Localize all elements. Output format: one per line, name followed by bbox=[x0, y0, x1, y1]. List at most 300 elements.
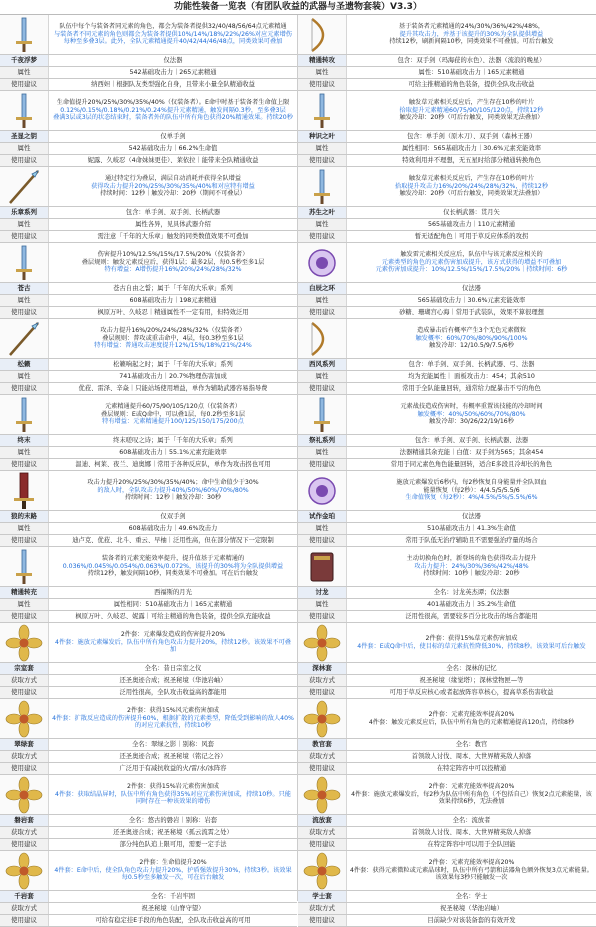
info-label: 使用建议 bbox=[0, 839, 49, 850]
description-line: 持续时间：10秒｜触发冷却：20秒 bbox=[423, 570, 520, 578]
description-line: 2件套：元素充能效率提高20% bbox=[428, 859, 515, 867]
info-label: 使用建议 bbox=[0, 155, 49, 166]
equipment-name-row bbox=[0, 207, 297, 219]
info-value: 首领敌人讨伐、周本、大世界精英敌人掉落 bbox=[411, 828, 532, 836]
equipment-description bbox=[0, 471, 297, 511]
equipment-name: 祭礼系列 bbox=[298, 435, 347, 446]
description-text bbox=[49, 91, 297, 130]
equipment-name: 流放套 bbox=[298, 815, 347, 826]
info-value: 部分纯色队追上限可用，需要一定手法 bbox=[119, 840, 227, 848]
equipment-name-row bbox=[298, 891, 596, 903]
description-text bbox=[49, 851, 297, 890]
equipment-name-row bbox=[298, 435, 596, 447]
info-value: 还圣奥迹合成；祝圣秘境（铭记之谷） bbox=[119, 752, 227, 760]
info-value: 在特定阵容中可以投精通 bbox=[436, 764, 507, 772]
equipment-category: 包含：单手剑（原木刀）、双手剑（森林王器） bbox=[406, 132, 537, 140]
sword-icon bbox=[0, 243, 49, 282]
flower-icon bbox=[298, 699, 347, 738]
info-value: 暂无适配角色｜可用于草反应体系的攻拐 bbox=[414, 232, 529, 240]
equipment-description bbox=[298, 167, 596, 207]
equipment-name-row bbox=[0, 511, 297, 523]
info-label: 获取方式 bbox=[0, 751, 49, 762]
sword-icon bbox=[298, 167, 347, 206]
equipment-description bbox=[298, 395, 596, 435]
description-line: 4件套：获取结晶屏时，队伍中所有角色获得35%对应元素伤害加成，持续10秒。只能同时存在一种该效果的增伤 bbox=[55, 790, 291, 806]
equipment-description bbox=[298, 319, 596, 359]
info-label: 使用建议 bbox=[298, 459, 347, 470]
info-label: 使用建议 bbox=[0, 611, 49, 622]
info-value: 枫原万叶、久岐忍｜精通属性不一定有用，但特效泛用 bbox=[97, 308, 249, 316]
bow-icon bbox=[298, 15, 347, 54]
equipment-name: 种识之叶 bbox=[298, 131, 347, 142]
polearm-icon bbox=[0, 167, 49, 206]
description-line: 拾取提升元素精通60/75/90/105/120点，持续12秒 bbox=[399, 106, 544, 114]
description-line: 通过特定行为叠层，满层自动消耗并获得全队增益 bbox=[104, 175, 242, 183]
equipment-name: 深林套 bbox=[298, 663, 347, 674]
info-value: 属性各异，见具体武器介绍 bbox=[135, 220, 211, 228]
equipment-description bbox=[0, 775, 297, 815]
info-value: 565基础攻击力｜110元素精通 bbox=[427, 220, 515, 228]
info-value: 608基础攻击力｜49.6%攻击力 bbox=[128, 524, 218, 532]
info-label: 属性 bbox=[298, 447, 347, 458]
description-line: 装备者的元素充能效率提升，提升值基于元素精通的 bbox=[101, 555, 245, 563]
equipment-info-row bbox=[298, 459, 596, 471]
info-value: 608基础攻击力｜198元素精通 bbox=[129, 296, 217, 304]
equipment-category: 全名：深林的记忆 bbox=[446, 664, 497, 672]
info-value: 属性相同：565基础攻击力｜30.6%元素充能效率 bbox=[401, 144, 542, 152]
description-line: 触发冷却：30/26/22/19/16秒 bbox=[429, 418, 514, 426]
description-line: 2件套：生命值提升20% bbox=[139, 859, 207, 867]
equipment-description bbox=[298, 851, 596, 891]
description-line: 2件套：获得15%岩元素伤害加成 bbox=[127, 783, 219, 791]
info-value: 在特定阵容中可以用于全队回能 bbox=[427, 840, 516, 848]
equipment-category: 仅法器 bbox=[462, 512, 481, 520]
description-line: 能量恢复（每2秒）：4/4.5/5/5.5/6 bbox=[423, 486, 520, 494]
info-label: 使用建议 bbox=[298, 611, 347, 622]
equipment-description bbox=[0, 623, 297, 663]
equipment-category: 全名：千岩牢固 bbox=[150, 892, 196, 900]
description-text bbox=[49, 623, 297, 662]
equipment-info-row bbox=[0, 827, 297, 839]
info-label: 属性 bbox=[0, 447, 49, 458]
equipment-description bbox=[0, 243, 297, 283]
equipment-description bbox=[298, 243, 596, 283]
description-line: 触发草元素相关反应后，产生存在10秒的叶片 bbox=[408, 99, 535, 107]
equipment-info-row bbox=[0, 371, 297, 383]
info-value: 还圣奥迹合成；祝圣秘境（孤云流霄之处） bbox=[113, 828, 233, 836]
description-line: 攻击力提升16%/20%/24%/28%/32%（仅装备者） bbox=[100, 327, 246, 335]
description-line: 元素伤害加成提升：10%/12.5%/15%/17.5%/20%｜持续时间：6秒 bbox=[375, 266, 568, 274]
equipment-name: 磐岩套 bbox=[0, 815, 49, 826]
equipment-info-row bbox=[0, 763, 297, 775]
info-value: 砂糖、珊瑚宫心海｜常用于武装队，效果不算很理想 bbox=[399, 308, 544, 316]
equipment-info-row bbox=[0, 447, 297, 459]
equipment-info-row bbox=[0, 383, 297, 395]
info-value: 目前缺少对该装备套的有效开发 bbox=[427, 916, 516, 924]
info-value: 祝圣秘境（缘觉塔）；深林堂物匣—等 bbox=[419, 676, 524, 684]
description-text bbox=[347, 623, 596, 662]
equipment-name: 教官套 bbox=[298, 739, 347, 750]
description-line: 2件套：获得15%风元素伤害加成 bbox=[127, 707, 219, 715]
description-text bbox=[49, 15, 297, 54]
equipment-category: 终末嗟叹之诗；属于「千年的大乐章」系列 bbox=[113, 436, 233, 444]
info-value: 祝圣秘境（山脊守望） bbox=[141, 904, 205, 912]
catalyst-icon bbox=[298, 243, 347, 282]
equipment-category: 全名：学士 bbox=[455, 892, 488, 900]
sword-icon bbox=[298, 91, 347, 130]
equipment-name: 苍古 bbox=[0, 283, 49, 294]
equipment-info-row bbox=[298, 687, 596, 699]
description-text bbox=[347, 243, 596, 282]
equipment-info-row bbox=[0, 231, 297, 243]
description-text bbox=[347, 775, 596, 814]
info-value: 542基础攻击力｜66.2%生命值 bbox=[128, 144, 218, 152]
book-icon bbox=[298, 547, 347, 586]
equipment-info-row bbox=[298, 79, 596, 91]
sword-icon bbox=[0, 91, 49, 130]
equipment-description bbox=[298, 547, 596, 587]
equipment-name-row bbox=[298, 663, 596, 675]
info-value: 首领敌人讨伐、周本、大世界精英敌人掉落 bbox=[411, 752, 532, 760]
equipment-info-row bbox=[298, 611, 596, 623]
equipment-info-row bbox=[0, 219, 297, 231]
equipment-info-row bbox=[0, 295, 297, 307]
equipment-description bbox=[298, 471, 596, 511]
equipment-info-row bbox=[0, 675, 297, 687]
info-value: 741基础攻击力｜20.7%物理伤害加成 bbox=[119, 372, 227, 380]
description-line: 提升其攻击力，并基于该提升的30%为全队提供增益 bbox=[399, 30, 544, 38]
equipment-category: 仅长柄武器：贯月矢 bbox=[443, 208, 500, 216]
info-value: 优菈、雷泽、辛焱｜只能站场使用增益，单作为辅助武器容易指导费 bbox=[78, 384, 268, 392]
equipment-info-row bbox=[298, 295, 596, 307]
equipment-info-row bbox=[0, 751, 297, 763]
equipment-category: 全名：讨龙英杰谭；仅法器 bbox=[433, 588, 510, 596]
equipment-info-row bbox=[298, 903, 596, 915]
equipment-info-row bbox=[0, 459, 297, 471]
info-label: 使用建议 bbox=[298, 79, 347, 90]
description-line: 触发雷元素相关反应后，队伍中与该元素反应相关的 bbox=[400, 251, 543, 259]
info-label: 属性 bbox=[0, 523, 49, 534]
equipment-info-row bbox=[298, 307, 596, 319]
equipment-category: 全名：昔日宗室之仪 bbox=[144, 664, 202, 672]
flower-icon bbox=[298, 775, 347, 814]
page-title: 功能性装备一览表（有团队收益的武器与圣遗物套装）V3.3） bbox=[0, 0, 596, 15]
description-line: 与装备者不同元素的角色则都会为装备者提供10%/14%/18%/22%/26%对应元素增伤 bbox=[54, 30, 292, 38]
info-label: 使用建议 bbox=[0, 535, 49, 546]
info-label: 使用建议 bbox=[0, 231, 49, 242]
equipment-info-row bbox=[298, 383, 596, 395]
info-value: 均为充能属性｜ 面板攻击力：454；其余510 bbox=[408, 372, 535, 380]
description-line: 0.036%/0.045%/0.054%/0.063%/0.072%，该提升的30%将为全队提供增益 bbox=[62, 562, 284, 570]
equipment-category: 包含：单手剑、双手剑、长柄武器、法器 bbox=[414, 436, 529, 444]
bow-icon bbox=[298, 319, 347, 358]
description-text bbox=[49, 471, 297, 510]
equipment-name: 学士套 bbox=[298, 891, 347, 902]
description-text bbox=[347, 15, 596, 54]
description-text bbox=[49, 319, 297, 358]
claymore-icon bbox=[0, 471, 49, 510]
info-value: 608基础攻击力｜55.1%元素充能效率 bbox=[119, 448, 227, 456]
equipment-category: 仅法器 bbox=[163, 56, 183, 64]
info-value: 祝圣秘境（华池岩岫） bbox=[440, 904, 503, 912]
left-column bbox=[0, 15, 298, 924]
info-value: 可给有稳定挂E手段的角色装配，全队攻击收益高的可用 bbox=[95, 916, 251, 924]
equipment-info-row bbox=[298, 67, 596, 79]
description-line: 的敌人时，全队攻击力提升40%/50%/60%/70%/80% bbox=[97, 486, 249, 494]
equipment-name: 乐章系列 bbox=[0, 207, 49, 218]
description-line: 持续12秒，刷新间隔10秒，同类效果不可叠加。可后台触发 bbox=[389, 38, 554, 46]
equipment-info-row bbox=[0, 307, 297, 319]
equipment-category: 松籁响起之时；属于「千年的大乐章」系列 bbox=[113, 360, 233, 368]
info-value: 还圣奥迹合成；祝圣秘境（华池岩岫） bbox=[119, 676, 227, 684]
info-label: 使用建议 bbox=[298, 383, 347, 394]
info-value: 属性：510基础攻击力｜165元素精通 bbox=[418, 68, 525, 76]
equipment-name-row bbox=[298, 739, 596, 751]
equipment-name: 狼的末路 bbox=[0, 511, 49, 522]
description-line: 4件套：获得元素微粒或元素晶球时，队伍中所有弓箭和法器角色额外恢复3点元素能量。该效果每3秒只能触发一次 bbox=[350, 866, 593, 882]
equipment-name: 千夜浮梦 bbox=[0, 55, 49, 66]
info-value: 特效利用并不理想，无五星时给部分精通转换角色 bbox=[402, 156, 541, 164]
description-line: 触发草元素相关反应后，产生存在10秒的叶片 bbox=[408, 175, 535, 183]
info-value: 565基础攻击力｜30.6%元素充能效率 bbox=[417, 296, 526, 304]
info-value: 泛用性很高，全队攻击收益高的都能用 bbox=[119, 688, 227, 696]
equipment-category: 仅单手剑 bbox=[160, 132, 186, 140]
info-label: 属性 bbox=[298, 599, 347, 610]
equipment-info-row bbox=[298, 523, 596, 535]
equipment-info-row bbox=[0, 67, 297, 79]
equipment-name: 白辰之环 bbox=[298, 283, 347, 294]
description-line: 触发概率：60%/70%/80%/90%/100% bbox=[415, 334, 528, 342]
description-line: 拾取提升攻击力16%/20%/24%/28%/32%，持续12秒 bbox=[394, 182, 549, 190]
info-label: 获取方式 bbox=[298, 827, 347, 838]
info-label: 获取方式 bbox=[0, 827, 49, 838]
equipment-name: 苏生之叶 bbox=[298, 207, 347, 218]
info-value: 妮露、久岐忍（4命妹妹更佳）、莱依拉｜能带来全队精通收益 bbox=[87, 156, 259, 164]
info-value: 401基础攻击力｜35.2%生命值 bbox=[427, 600, 516, 608]
equipment-info-row bbox=[298, 827, 596, 839]
equipment-info-row bbox=[0, 839, 297, 851]
flower-icon bbox=[298, 623, 347, 662]
equipment-info-row bbox=[298, 231, 596, 243]
equipment-description bbox=[0, 547, 297, 587]
info-value: 广泛用于有减抗收益的火/雷/水/冰阵容 bbox=[119, 764, 227, 772]
sword-icon bbox=[0, 547, 49, 586]
description-text bbox=[49, 395, 297, 434]
equipment-name-row bbox=[0, 131, 297, 143]
info-label: 获取方式 bbox=[298, 675, 347, 686]
info-label: 属性 bbox=[298, 295, 347, 306]
description-line: 0.12%/0.15%/0.18%/0.21%/0.24%提升元素精通，触发间隔0.3秒，至多叠3层 bbox=[60, 106, 286, 114]
equipment-info-row bbox=[0, 155, 297, 167]
info-label: 属性 bbox=[0, 219, 49, 230]
info-value: 542基础攻击力｜265元素精通 bbox=[129, 68, 217, 76]
info-label: 获取方式 bbox=[298, 903, 347, 914]
description-line: 4件套：施放元素爆发后，每2秒为队伍中所有角色（不包括自己）恢复2点元素能量，该效果持续6秒，无法叠加 bbox=[351, 790, 592, 806]
description-line: 持续12秒，触发间隔10秒，同类效果不可叠加。可在后台触发 bbox=[87, 570, 259, 578]
equipment-name: 千岩套 bbox=[0, 891, 49, 902]
description-line: 触发冷却：20秒（可后台触发，同类效果无法叠加） bbox=[399, 190, 544, 198]
equipment-info-row bbox=[298, 599, 596, 611]
info-label: 使用建议 bbox=[0, 459, 49, 470]
flower-icon bbox=[0, 851, 49, 890]
description-line: 攻击力提升：24%/30%/36%/42%/48% bbox=[414, 562, 529, 570]
info-value: 510基础攻击力｜41.3%生命值 bbox=[427, 524, 516, 532]
description-line: 触发冷却：12/10.5/9/7.5/6秒 bbox=[429, 342, 514, 350]
equipment-description bbox=[0, 167, 297, 207]
equipment-category: 苍古自由之誓；属于「千年的大乐章」系列 bbox=[113, 284, 233, 292]
equipment-info-row bbox=[0, 903, 297, 915]
flower-icon bbox=[298, 851, 347, 890]
equipment-info-row bbox=[0, 535, 297, 547]
info-label: 使用建议 bbox=[298, 155, 347, 166]
description-line: 4件套：扩散反应造成的伤害提升60%，根据扩散的元素类型，降低受到影响的敌人40%的对应元素抗性，持续10秒 bbox=[52, 714, 294, 730]
equipment-name-row bbox=[298, 511, 596, 523]
info-value: 可给主推精通的角色装备，提供全队攻击收益 bbox=[408, 80, 535, 88]
description-text bbox=[49, 699, 297, 738]
description-line: 元素精通提升60/75/90/105/120点（仅装备者） bbox=[104, 403, 241, 411]
equipment-description bbox=[0, 15, 297, 55]
right-column bbox=[298, 15, 596, 924]
equipment-description bbox=[0, 851, 297, 891]
description-text bbox=[347, 851, 596, 890]
equipment-info-row bbox=[298, 219, 596, 231]
description-line: 4件套：E或Q命中后，使目标的草元素抗性降低30%，持续8秒。该效果可后台触发 bbox=[357, 642, 586, 650]
info-label: 使用建议 bbox=[298, 307, 347, 318]
info-label: 属性 bbox=[0, 143, 49, 154]
info-value: 法器精通其余充能｜白值：双手剑为565；其余454 bbox=[399, 448, 544, 456]
info-value: 纳西妲｜根据队友类型强化自身，且带来小量全队精通收益 bbox=[91, 80, 255, 88]
sword-icon bbox=[0, 395, 49, 434]
equipment-name: 精通转充 bbox=[0, 587, 49, 598]
description-line: 施放元素爆发后6秒内，每2秒恢复自身能量并全队回血 bbox=[396, 479, 547, 487]
equipment-category: 包含：单手剑、双手剑、长柄武器 bbox=[125, 208, 221, 216]
catalyst-icon bbox=[298, 471, 347, 510]
description-text bbox=[49, 167, 297, 206]
equipment-name: 终末 bbox=[0, 435, 49, 446]
equipment-name-row bbox=[0, 739, 297, 751]
flower-icon bbox=[0, 699, 49, 738]
equipment-info-row bbox=[298, 447, 596, 459]
description-line: 元素战技造成伤害时，有概率重置该技能的冷却时间 bbox=[400, 403, 543, 411]
equipment-name: 讨龙 bbox=[298, 587, 347, 598]
description-line: 元素类型的角色的元素伤害加成提升，该方式获得的增益不可叠加 bbox=[381, 258, 562, 266]
info-label: 属性 bbox=[0, 295, 49, 306]
description-line: 获得攻击力提升20%/25%/30%/35%/40%和对应特有增益 bbox=[91, 182, 255, 190]
description-line: 队伍中每个与装备者同元素的角色，都会为装备者提供32/40/48/56/64点元素精通 bbox=[59, 23, 287, 31]
equipment-name-row bbox=[298, 815, 596, 827]
info-label: 使用建议 bbox=[298, 687, 347, 698]
equipment-name: 西风系列 bbox=[298, 359, 347, 370]
info-value: 可用于草反应核心或者起放阵容草核心，提高草系伤害收益 bbox=[389, 688, 554, 696]
equipment-category: 仅双手剑 bbox=[160, 512, 186, 520]
equipment-name-row bbox=[0, 663, 297, 675]
description-text bbox=[347, 319, 596, 358]
equipment-info-row bbox=[0, 523, 297, 535]
equipment-name-row bbox=[298, 359, 596, 371]
info-value: 迪卢克、优菈、北斗、重云、早柚｜泛用性高，但在部分情况下一定限制 bbox=[72, 536, 274, 544]
description-line: 伤害提升10%/12.5%/15%/17.5%/20%（仅装备者） bbox=[97, 251, 249, 259]
info-label: 使用建议 bbox=[298, 535, 347, 546]
equipment-info-row bbox=[298, 143, 596, 155]
info-value: 属性相同：510基础攻击力｜165元素精通 bbox=[113, 600, 233, 608]
equipment-info-row bbox=[298, 763, 596, 775]
info-label: 使用建议 bbox=[298, 763, 347, 774]
equipment-name-row bbox=[298, 587, 596, 599]
equipment-description bbox=[298, 775, 596, 815]
description-line: 4件套：施放元素爆发后，队伍中所有角色攻击力提升20%，持续12秒。该效果不可叠加 bbox=[55, 638, 291, 654]
info-label: 使用建议 bbox=[0, 915, 49, 926]
description-line: 叠满3层或3层的状态结束时，装备者外的队伍中所有角色获得20%精通效果。持续20秒 bbox=[53, 114, 293, 122]
polearm-icon bbox=[0, 319, 49, 358]
description-text bbox=[49, 775, 297, 814]
description-line: 特有增益：普通攻击速度提升12%/15%/18%/21%/24% bbox=[94, 342, 252, 350]
equipment-info-row bbox=[0, 599, 297, 611]
equipment-description bbox=[298, 91, 596, 131]
equipment-info-row bbox=[0, 143, 297, 155]
info-value: 泛用性很高，需要较多百分比攻击的场合都能用 bbox=[405, 612, 538, 620]
description-line: 攻击力提升20%/25%/30%/35%/40%；命中生命值少于30% bbox=[87, 479, 259, 487]
info-label: 属性 bbox=[298, 67, 347, 78]
description-line: 2件套：获得15%草元素伤害加成 bbox=[425, 634, 518, 642]
info-label: 属性 bbox=[0, 67, 49, 78]
description-line: 生命值恢复（每2秒）：4%/4.5%/5%/5.5%/6% bbox=[405, 494, 538, 502]
description-line: 生命值提升20%/25%/30%/35%/40%（仅装备者）。E命中时基于装备者生命值上限 bbox=[56, 99, 290, 107]
description-line: 触发冷却：20秒（可后台触发，同类效果无法叠加） bbox=[399, 114, 544, 122]
info-label: 属性 bbox=[298, 219, 347, 230]
description-line: 叠层规则：触发元素反应后，获得1层；最多2层，每0.5秒至多1层 bbox=[81, 258, 265, 266]
equipment-description bbox=[0, 699, 297, 739]
info-value: 需注意「千年的大乐章」触发的同类数值效果不可叠加 bbox=[97, 232, 249, 240]
equipment-name: 宗室套 bbox=[0, 663, 49, 674]
equipment-category: 全名：悠古的磐岩｜别称：岩套 bbox=[128, 816, 218, 824]
description-line: 触发概率：40%/50%/60%/70%/80% bbox=[417, 410, 526, 418]
equipment-name: 翠绿套 bbox=[0, 739, 49, 750]
equipment-category: 包含：单手剑、双手剑、长柄武器、弓、法器 bbox=[408, 360, 535, 368]
description-line: 每种至多叠3层。此外，全队元素精通提升40/42/44/46/48点，同类效果可叠加 bbox=[63, 38, 283, 46]
equipment-info-row bbox=[298, 155, 596, 167]
equipment-name-row bbox=[0, 359, 297, 371]
info-label: 获取方式 bbox=[0, 675, 49, 686]
equipment-name: 试作金珀 bbox=[298, 511, 347, 522]
equipment-category: 西福斯的月光 bbox=[154, 588, 192, 596]
info-label: 属性 bbox=[0, 599, 49, 610]
equipment-info-row bbox=[298, 371, 596, 383]
description-line: 基于装备者元素精通的24%/30%/36%/42%/48%， bbox=[398, 23, 545, 31]
equipment-description bbox=[298, 15, 596, 55]
equipment-description bbox=[0, 91, 297, 131]
equipment-description bbox=[0, 395, 297, 435]
equipment-name: 精通转攻 bbox=[298, 55, 347, 66]
description-line: 4件套：触发元素反应后，队伍中所有角色的元素精通提高120点，持续8秒 bbox=[368, 718, 575, 726]
equipment-category: 全名：教官 bbox=[455, 740, 488, 748]
equipment-name-row bbox=[0, 435, 297, 447]
info-label: 使用建议 bbox=[298, 839, 347, 850]
equipment-name-row bbox=[0, 815, 297, 827]
equipment-name: 圣显之钥 bbox=[0, 131, 49, 142]
info-label: 使用建议 bbox=[0, 79, 49, 90]
description-line: 4件套：E命中后，使全队角色攻击力提升20%，护盾强效提升30%，持续3秒。该效果每0.5秒至多触发一次，可在后台触发 bbox=[54, 866, 292, 882]
equipment-name: 松籁 bbox=[0, 359, 49, 370]
equipment-name-row bbox=[0, 587, 297, 599]
info-label: 使用建议 bbox=[298, 915, 347, 926]
info-label: 获取方式 bbox=[0, 903, 49, 914]
description-text bbox=[347, 547, 596, 586]
equipment-info-row bbox=[298, 675, 596, 687]
equipment-category: 全名：翠绿之影｜别称：风套 bbox=[132, 740, 214, 748]
equipment-info-row bbox=[0, 915, 297, 927]
description-line: 主动切换角色时，新登场的角色获得攻击力提升 bbox=[406, 555, 537, 563]
info-label: 属性 bbox=[0, 371, 49, 382]
